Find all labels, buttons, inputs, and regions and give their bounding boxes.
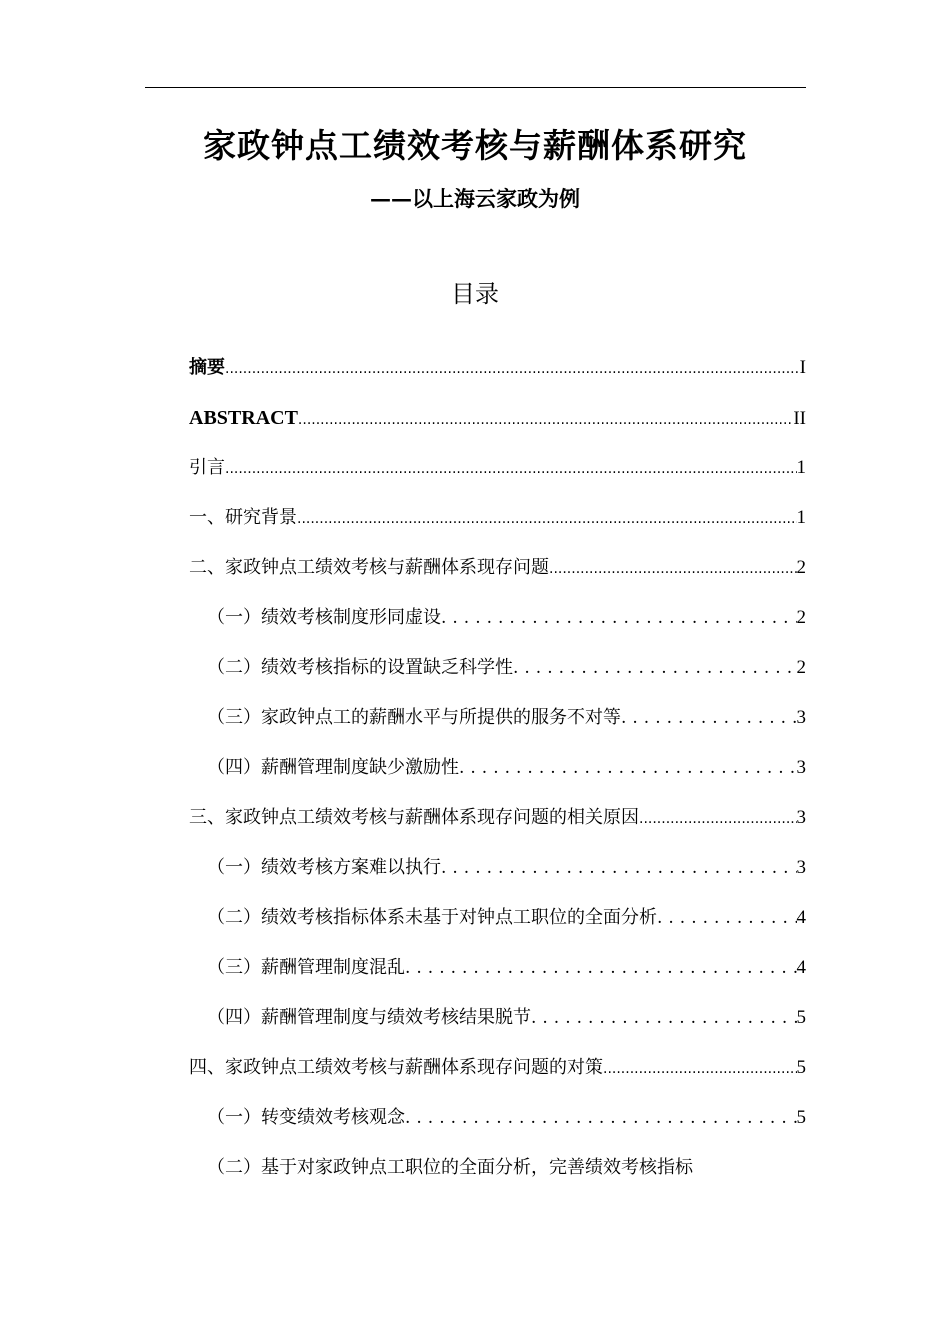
toc-leader-dots xyxy=(441,602,797,634)
header-rule xyxy=(145,87,806,88)
toc-page-number: 3 xyxy=(796,857,806,878)
toc-entry-label: （三）家政钟点工的薪酬水平与所提供的服务不对等 xyxy=(207,707,621,728)
toc-entry-introduction[interactable] xyxy=(189,452,806,502)
toc-entry-label: （二）绩效考核指标体系未基于对钟点工职位的全面分析 xyxy=(207,907,657,928)
toc-page-number: 1 xyxy=(796,457,806,478)
document-title: 家政钟点工绩效考核与薪酬体系研究 xyxy=(203,126,747,165)
toc-page-number: 3 xyxy=(796,807,806,828)
toc-page-number: 5 xyxy=(796,1057,806,1078)
toc-leader-dots xyxy=(441,852,797,884)
toc-page-number: 4 xyxy=(796,957,806,978)
toc-entry-label: （四）薪酬管理制度缺少激励性 xyxy=(207,757,459,778)
toc-leader-dots xyxy=(225,353,800,385)
toc-entry-label: （二）绩效考核指标的设置缺乏科学性 xyxy=(207,657,513,678)
toc-leader-dots xyxy=(531,1002,797,1034)
toc-entry-label: （一）绩效考核方案难以执行 xyxy=(207,857,441,878)
document-subtitle: ——以上海云家政为例 xyxy=(370,186,580,211)
toc-entry-section-4-1[interactable] xyxy=(189,1102,806,1152)
toc-page-number: 2 xyxy=(796,657,806,678)
toc-leader-dots xyxy=(405,1102,797,1134)
toc-entry-label: ABSTRACT xyxy=(189,407,298,429)
toc-entry-label: 一、研究背景 xyxy=(189,507,297,528)
toc-entry-section-3-4[interactable] xyxy=(189,1002,806,1052)
toc-entry-label: （二）基于对家政钟点工职位的全面分析，完善绩效考核指标 xyxy=(207,1157,693,1178)
toc-entry-section-3-1[interactable] xyxy=(189,852,806,902)
toc-leader-dots xyxy=(298,404,793,436)
toc-entry-label: 摘要 xyxy=(189,357,225,378)
table-of-contents xyxy=(189,352,806,1202)
toc-entry-section-3-3[interactable] xyxy=(189,952,806,1002)
toc-leader-dots xyxy=(405,952,797,984)
toc-page-number: 3 xyxy=(796,707,806,728)
toc-heading: 目录 xyxy=(451,280,499,308)
toc-page-number: 4 xyxy=(796,907,806,928)
toc-page-number: 2 xyxy=(796,557,806,578)
toc-entry-abstract-cn[interactable] xyxy=(189,352,806,402)
toc-page-number: II xyxy=(793,408,806,429)
toc-leader-dots xyxy=(603,1053,797,1085)
toc-entry-label: （四）薪酬管理制度与绩效考核结果脱节 xyxy=(207,1007,531,1028)
toc-entry-section-2-4[interactable] xyxy=(189,752,806,802)
toc-leader-dots xyxy=(657,902,797,934)
toc-page-number: 5 xyxy=(796,1107,806,1128)
toc-entry-section-3-2[interactable] xyxy=(189,902,806,952)
toc-entry-label: 四、家政钟点工绩效考核与薪酬体系现存问题的对策 xyxy=(189,1057,603,1078)
toc-entry-label: （一）转变绩效考核观念 xyxy=(207,1107,405,1128)
toc-page-number: 5 xyxy=(796,1007,806,1028)
toc-entry-label: （一）绩效考核制度形同虚设 xyxy=(207,607,441,628)
toc-entry-label: 引言 xyxy=(189,457,225,478)
toc-entry-section-2[interactable] xyxy=(189,552,806,602)
toc-page-number: I xyxy=(799,357,806,378)
toc-page-number: 3 xyxy=(796,757,806,778)
toc-entry-section-4-2[interactable] xyxy=(189,1152,806,1202)
toc-leader-dots xyxy=(513,652,797,684)
toc-entry-section-2-3[interactable] xyxy=(189,702,806,752)
toc-entry-section-1[interactable] xyxy=(189,502,806,552)
toc-leader-dots xyxy=(639,803,797,835)
toc-leader-dots xyxy=(297,503,797,535)
toc-entry-label: 三、家政钟点工绩效考核与薪酬体系现存问题的相关原因 xyxy=(189,807,639,828)
toc-entry-section-3[interactable] xyxy=(189,802,806,852)
toc-entry-section-4[interactable] xyxy=(189,1052,806,1102)
toc-entry-label: 二、家政钟点工绩效考核与薪酬体系现存问题 xyxy=(189,557,549,578)
toc-leader-dots xyxy=(549,553,797,585)
toc-page-number: 2 xyxy=(796,607,806,628)
toc-entry-abstract-en[interactable] xyxy=(189,402,806,452)
toc-leader-dots xyxy=(621,702,797,734)
toc-page-number: 1 xyxy=(796,507,806,528)
toc-leader-dots xyxy=(225,453,797,485)
toc-entry-section-2-1[interactable] xyxy=(189,602,806,652)
toc-leader-dots xyxy=(459,752,797,784)
toc-entry-label: （三）薪酬管理制度混乱 xyxy=(207,957,405,978)
toc-entry-section-2-2[interactable] xyxy=(189,652,806,702)
